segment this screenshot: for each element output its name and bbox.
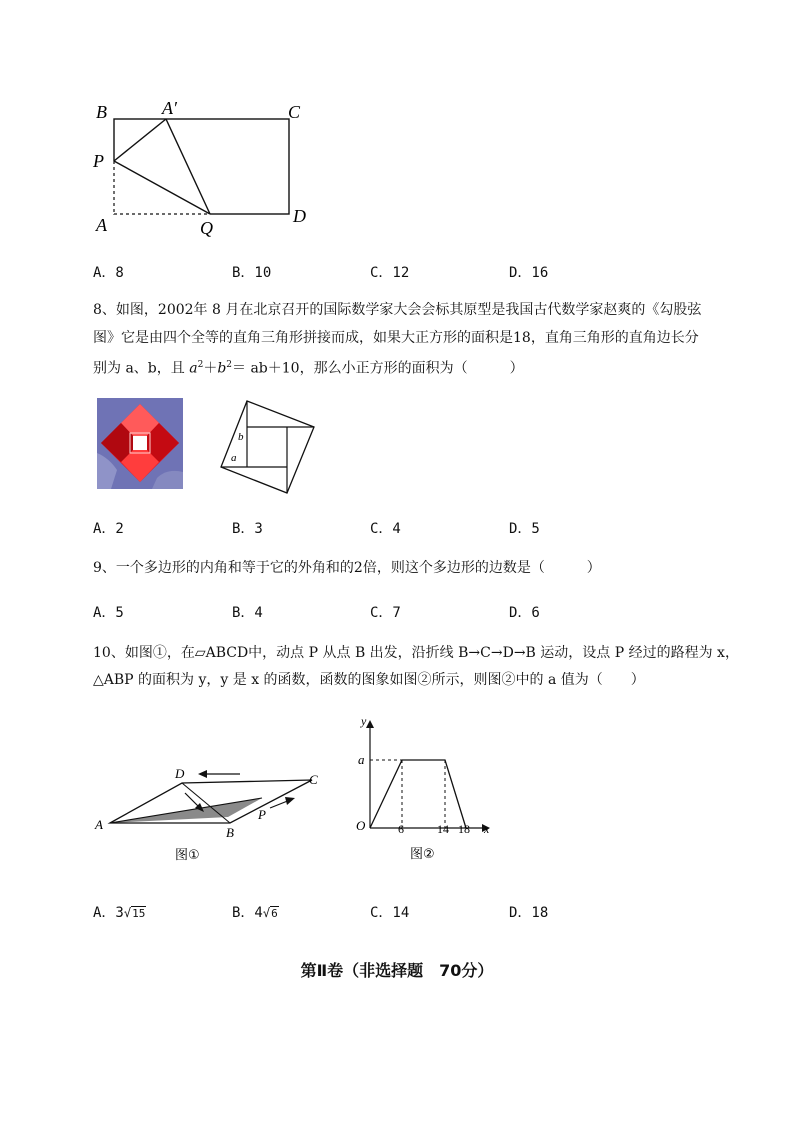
q9-option-a: A．5 [93,605,124,621]
q9-option-b: B．4 [232,605,263,621]
q8-option-b: B．3 [232,521,263,537]
q7-option-b: B．10 [232,265,272,281]
origin-label: O [356,818,366,833]
label-a: A [95,817,103,832]
tick-a: a [358,752,365,767]
q10-option-c: C．14 [370,905,410,921]
q9-option-d: D．6 [509,605,540,621]
label-b: B [96,102,107,122]
tick-14: 14 [437,822,449,836]
q10-option-a: A．3√15 [93,905,146,921]
zhaoshuang-diagram [215,393,320,498]
label-q: Q [200,218,213,238]
segment-a1q [166,119,210,214]
figure-1-caption: 图① [175,848,200,863]
y-axis-label: y [361,714,367,728]
label-p: P [258,807,266,822]
congress-emblem-image [97,398,183,489]
label-d: D [293,206,306,226]
q7-option-a: A．8 [93,265,124,281]
q8-line-2: 图》它是由四个全等的直角三角形拼接而成，如果大正方形的面积是18，直角三角形的直角边长分 [93,330,699,346]
label-d: D [175,766,185,781]
q10-line-2: △ABP 的面积为 y，y 是 x 的函数，函数的图象如图②所示，则图②中的 a 值为（ ） [93,672,645,688]
q7-option-d: D．16 [509,265,549,281]
parallelogram-figure [90,760,330,870]
q7-option-c: C．12 [370,265,410,281]
section-title: 第Ⅱ卷（非选择题 70分） [300,961,494,980]
segment-pq [114,161,210,214]
figure-2-caption: 图② [410,847,435,862]
q10-option-d: D．18 [509,905,549,921]
q10-option-b: B．4√6 [232,905,278,921]
q9-text: 9、一个多边形的内角和等于它的外角和的2倍，则这个多边形的边数是（ ） [93,560,601,576]
function-graph [350,712,500,867]
q8-line-3: 别为 a、b，且 $a^2+b^2= ab+10$，那么小正方形的面积为（ ） [93,360,524,377]
label-b-side: b [238,431,244,443]
label-a-side: a [231,452,237,464]
q8-line-1: 8、如图，2002年 8 月在北京召开的国际数学家大会会标其原型是我国古代数学家赵爽的《勾股弦 [93,302,702,318]
segment-pa1 [114,119,166,161]
q10-line-1: 10、如图①，在▱ABCD中，动点 P 从点 B 出发，沿折线 B→C→D→B 运动，设点 P 经过的路程为 x， [93,645,739,661]
label-a-prime: A′ [162,98,177,118]
q9-option-c: C．7 [370,605,401,621]
q8-option-a: A．2 [93,521,124,537]
q7-figure [90,95,320,240]
q8-option-d: D．5 [509,521,540,537]
label-p: P [93,151,104,171]
tick-18: 18 [458,822,470,836]
rectangle [114,119,289,214]
label-a: A [96,215,107,235]
tick-6: 6 [398,822,404,836]
x-axis-label: x [484,822,490,836]
q8-option-c: C．4 [370,521,401,537]
label-b: B [226,825,234,840]
label-c: C [288,102,301,122]
label-c: C [309,772,318,787]
